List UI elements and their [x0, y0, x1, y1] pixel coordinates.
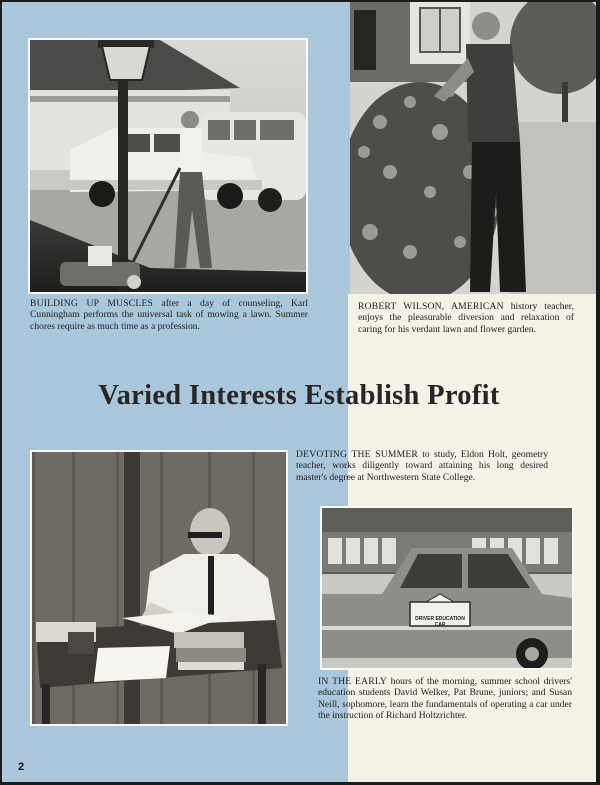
caption-lead: DEVOTING THE SUMMER: [296, 449, 418, 460]
caption-text: to study, Eldon Holt, geometry teacher, works diligently toward attaining his long desired master's degree at Northwestern State College.: [296, 449, 549, 483]
caption-lead: IN THE EARLY: [318, 676, 388, 687]
desk-study-photo: [30, 450, 288, 726]
caption-lead: BUILDING UP MUSCLES: [30, 298, 154, 309]
lawn-mowing-photo: [28, 38, 308, 294]
caption-text: hours of the morning, summer school drivers' education students David Welker, Pat Brune, juniors; and Susan Neill, sophomore, learn the fundamentals of operating a car under the instruction of Richard Holtzrichter.: [318, 676, 572, 722]
driver-education-photo: [320, 506, 574, 670]
page-number: 2: [18, 761, 25, 773]
caption-text: history teacher, enjoys the pleasurable diversion and relaxation of caring for his verdant lawn and flower garden.: [358, 301, 574, 335]
wilson-caption: [358, 301, 574, 335]
page-headline: Varied Interests Establish Profit: [98, 380, 500, 411]
yearbook-page: [2, 2, 596, 782]
holt-caption: [296, 449, 548, 483]
caption-lead: ROBERT WILSON, AMERICAN: [358, 301, 504, 312]
garden-photo: [350, 2, 596, 294]
cunningham-caption: [30, 298, 308, 332]
car-sign-text: DRIVER EDUCATION CAR: [415, 616, 465, 628]
drivers-education-caption: [318, 676, 572, 722]
caption-text: after a day of counseling, Karl Cunningham performs the universal task of mowing a lawn. Summer chores require as much time as a profession.: [30, 298, 308, 332]
